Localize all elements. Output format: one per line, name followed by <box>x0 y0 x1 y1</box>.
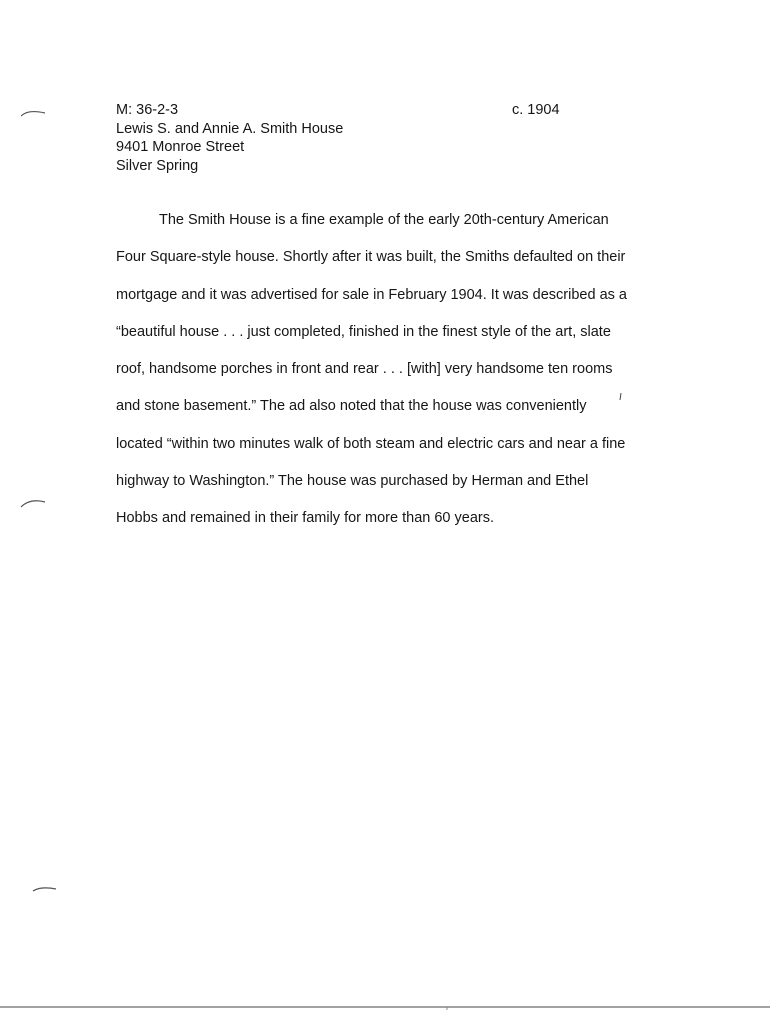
paragraph-line: and stone basement.” The ad also noted that the house was conveniently <box>116 398 587 415</box>
paragraph-line: roof, handsome porches in front and rear . . . [with] very handsome ten rooms <box>116 361 613 378</box>
property-name: Lewis S. and Annie A. Smith House <box>116 120 344 137</box>
city: Silver Spring <box>116 157 199 174</box>
street-address: 9401 Monroe Street <box>116 139 245 155</box>
scan-edge-line <box>0 1004 770 1010</box>
margin-scan-mark <box>32 884 58 894</box>
paragraph-line: located “within two minutes walk of both steam and electric cars and near a fine <box>116 435 626 452</box>
margin-scan-mark <box>20 108 46 118</box>
paragraph-line: Hobbs and remained in their family for more than 60 years. <box>116 510 494 527</box>
scan-speck <box>619 393 622 400</box>
margin-scan-mark <box>20 498 46 508</box>
paragraph-line: mortgage and it was advertised for sale in February 1904. It was described as a <box>116 286 627 303</box>
paragraph-line: Four Square-style house. Shortly after it was built, the Smiths defaulted on their <box>116 249 626 266</box>
construction-date: c. 1904 <box>512 102 560 118</box>
paragraph-line: “beautiful house . . . just completed, finished in the finest style of the art, slate <box>116 323 611 340</box>
paragraph-line: highway to Washington.” The house was purchased by Herman and Ethel <box>116 473 589 490</box>
paragraph-line: The Smith House is a fine example of the early 20th-century American <box>159 212 609 228</box>
description-paragraph <box>116 209 676 545</box>
reference-number: M: 36-2-3 <box>116 102 179 118</box>
